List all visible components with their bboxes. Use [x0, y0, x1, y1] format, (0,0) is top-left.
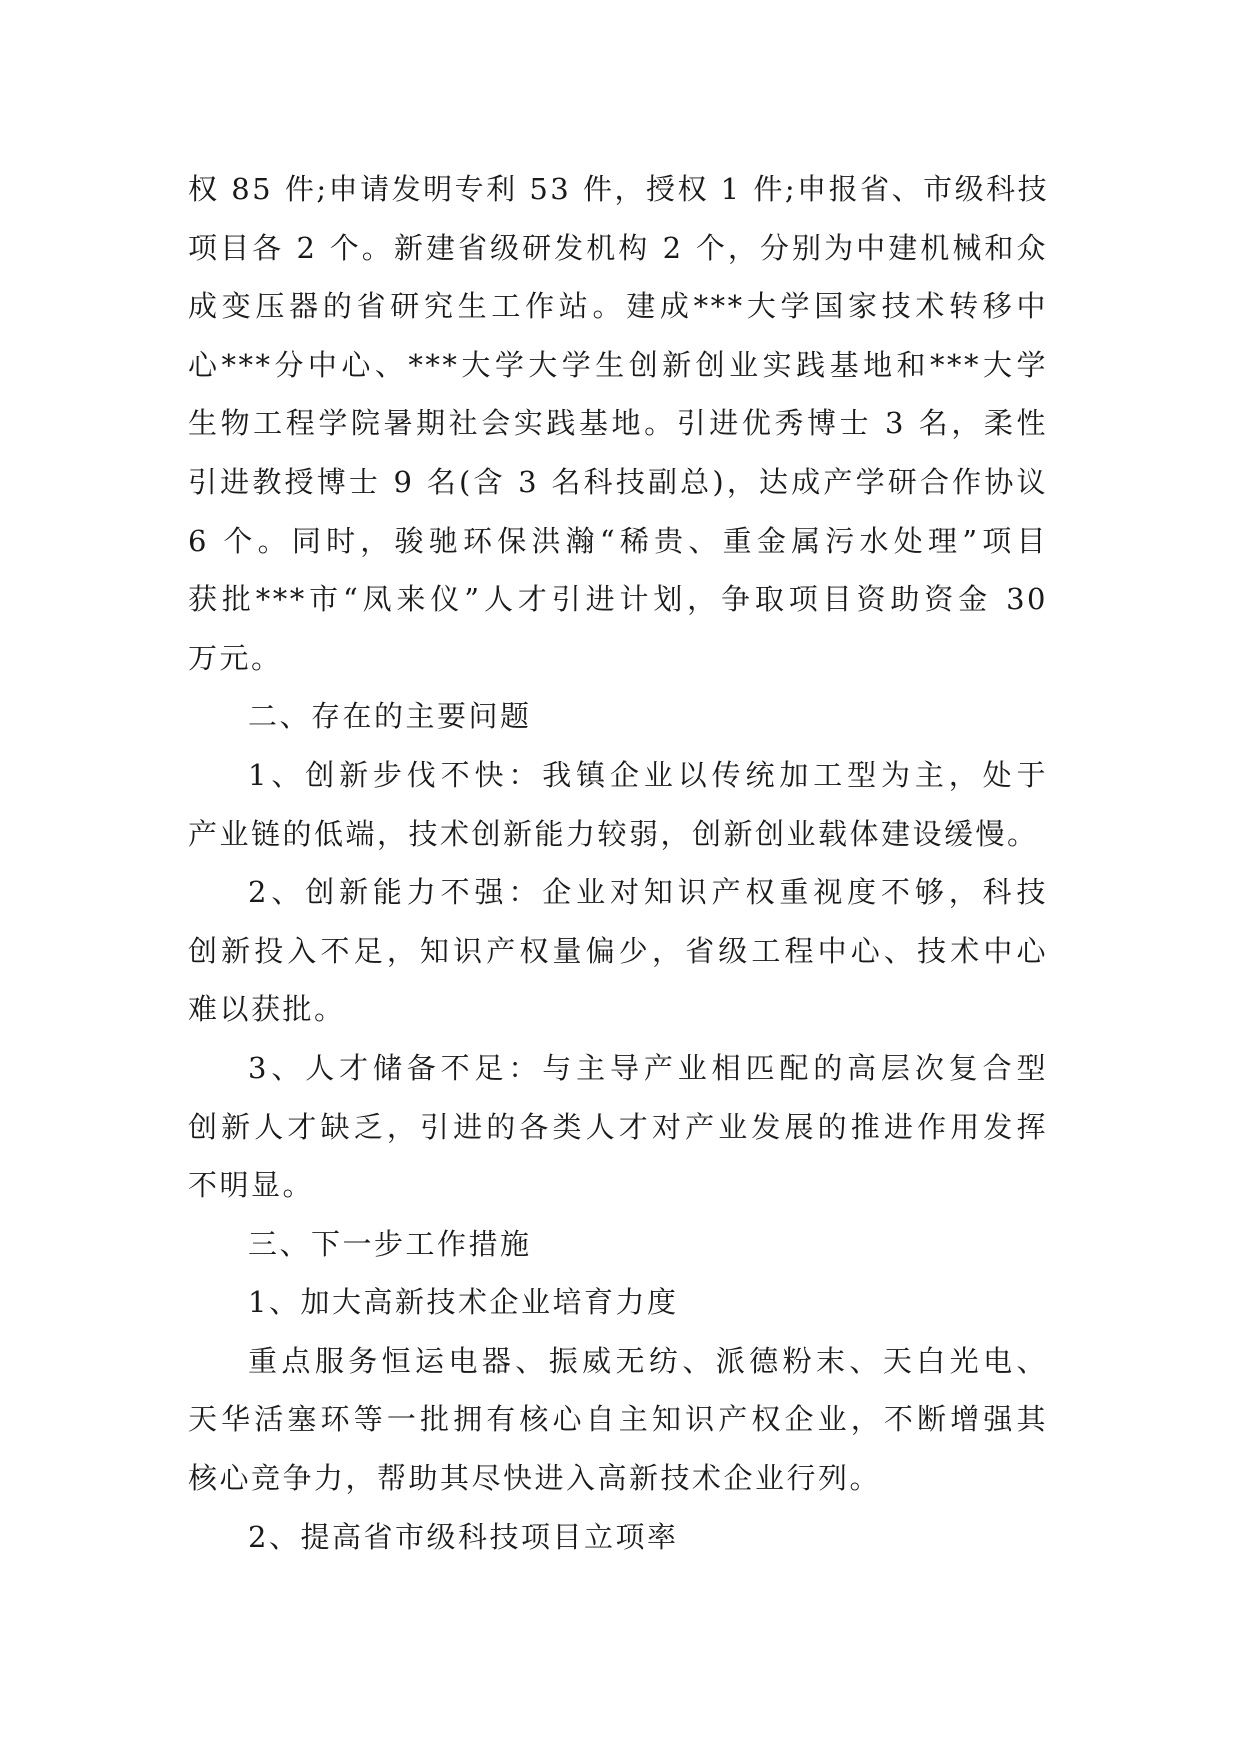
text-line: 万元。: [188, 640, 283, 675]
subsection-heading: 2、提高省市级科技项目立项率: [248, 1519, 679, 1554]
text-line: 创新人才缺乏，引进的各类人才对产业发展的推进作用发挥: [188, 1109, 1048, 1144]
text-line: 生物工程学院暑期社会实践基地。引进优秀博士 3 名，柔性: [188, 406, 1048, 441]
text-line: 获批***市“凤来仪”人才引进计划，争取项目资助资金 30: [188, 582, 1048, 617]
text-line: 项目各 2 个。新建省级研发机构 2 个，分别为中建机械和众: [188, 230, 1048, 265]
subsection-heading: 1、加大高新技术企业培育力度: [248, 1285, 679, 1320]
section-heading: 三、下一步工作措施: [248, 1226, 532, 1261]
text-line: 权 85 件;申请发明专利 53 件，授权 1 件;申报省、市级科技: [188, 172, 1050, 206]
text-line: 难以获批。: [188, 992, 346, 1027]
text-line: 核心竞争力，帮助其尽快进入高新技术企业行列。: [188, 1461, 882, 1496]
text-line: 产业链的低端，技术创新能力较弱，创新创业载体建设缓慢。: [188, 816, 1039, 851]
text-line: 引进教授博士 9 名(含 3 名科技副总)，达成产学研合作协议: [188, 464, 1048, 499]
text-line: 心***分中心、***大学大学生创新创业实践基地和***大学: [188, 347, 1048, 382]
text-line: 2、创新能力不强：企业对知识产权重视度不够，科技: [248, 875, 1048, 910]
document-body: [188, 160, 1048, 1566]
text-line: 创新投入不足，知识产权量偏少，省级工程中心、技术中心: [188, 933, 1048, 968]
text-line: 成变压器的省研究生工作站。建成***大学国家技术转移中: [188, 289, 1048, 324]
text-line: 天华活塞环等一批拥有核心自主知识产权企业，不断增强其: [188, 1402, 1048, 1437]
text-line: 6 个。同时，骏驰环保洪瀚“稀贵、重金属污水处理”项目: [188, 523, 1048, 558]
text-line: 1、创新步伐不快：我镇企业以传统加工型为主，处于: [248, 757, 1048, 792]
text-line: 3、人才储备不足：与主导产业相匹配的高层次复合型: [248, 1050, 1048, 1085]
section-heading: 二、存在的主要问题: [248, 699, 532, 734]
text-line: 重点服务恒运电器、振威无纺、派德粉末、天白光电、: [248, 1343, 1048, 1378]
text-line: 不明显。: [188, 1168, 315, 1203]
